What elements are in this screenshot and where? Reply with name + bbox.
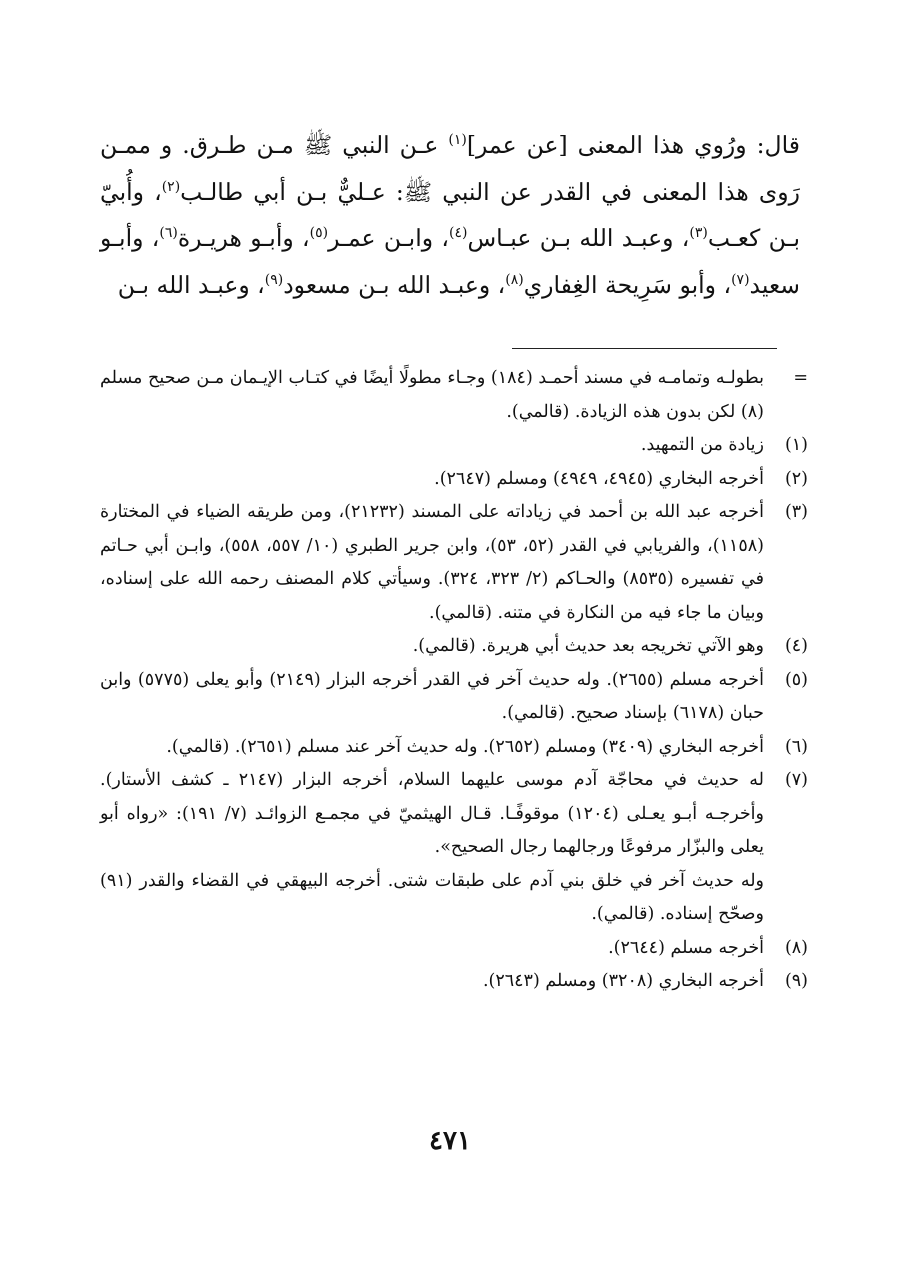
footnote-number: (٢) xyxy=(784,468,808,489)
footnote-7 xyxy=(100,764,808,932)
footnote-text xyxy=(100,764,764,932)
main-segment: ، وأبو سَرِيحة الغِفاري xyxy=(523,270,732,299)
footnote-ref: (٣) xyxy=(689,225,708,242)
main-segment: قال: ورُوي هذا المعنى [عن عمر] xyxy=(466,131,800,159)
main-text xyxy=(100,122,800,308)
main-segment: ، وعبـد الله بـن عبـاس xyxy=(467,224,690,252)
footnote-number: (٦) xyxy=(784,736,808,757)
footnote-ref: (٩) xyxy=(264,271,284,288)
main-segment: ، وأُبيّ بـن كعـب xyxy=(100,177,800,252)
footnote-text: وهو الآتي تخريجه بعد حديث أبي هريرة. (قالمي). xyxy=(412,636,764,656)
footnote-ref: (٥) xyxy=(309,225,329,242)
footnote-number: (٨) xyxy=(784,937,808,958)
main-segment: ، وأبـو سعيد xyxy=(100,224,800,299)
footnote-ref: (٦) xyxy=(159,225,178,242)
main-segment: ، وأبـو هريـرة xyxy=(177,224,310,252)
footnote-text: أخرجه البخاري (٣٤٠٩) ومسلم (٢٦٥٢). وله حديث آخر عند مسلم (٢٦٥١). (قالمي). xyxy=(166,736,764,757)
footnote-ref: (٤) xyxy=(449,225,468,242)
main-segment: ، وعبـد الله بـن xyxy=(117,270,265,299)
footnote-4 xyxy=(100,630,808,664)
footnote-ref: (١) xyxy=(448,132,467,149)
footnote-ref: (٨) xyxy=(505,271,524,288)
footnote-number: = xyxy=(793,368,808,388)
main-segment: عـن النبي ﷺ مـن طـرق. و ممـن رَوى هذا المعنى في القدر عن النبي ﷺ: عـليٌّ بـن أبي طالـب xyxy=(100,131,800,206)
footnote-ref: (٧) xyxy=(731,271,750,288)
footnote-number: (٩) xyxy=(784,971,808,991)
footnote-text: أخرجه مسلم (٢٦٤٤). xyxy=(608,937,764,958)
footnote-number: (٧) xyxy=(784,770,808,790)
footnote-text: أخرجه عبد الله بن أحمد في زياداته على المسند (٢١٢٣٢)، ومن طريقه الضياء في المختارة (١١٥٨)، والفريابي في القدر (٥٢، ٥٣)، وابن جرير الطبري (١٠/ ٥٥٧، ٥٥٨)، وابـن أبي حـاتم في تفسيره (٨٥٣٥) والحـاكم (٢/ ٣٢٣، ٣٢٤). وسيأتي كلام المصنف رحمه الله على إسناده، وبيان ما جاء فيه من النكارة في متنه. (قالمي). xyxy=(100,502,764,623)
footnote-text-part: له حديث في محاجّة آدم موسى عليهما السلام، أخرجه البزار (٢١٤٧ ـ كشف الأستار). وأخرجـه أبـو يعـلى (١٢٠٤) موقوفًـا. قـال الهيثميّ في مجمـع الزوائـد (٧/ ١٩١): «رواه أبو يعلى والبزّار مرفوعًا ورجالهما رجال الصحيح». xyxy=(100,770,764,857)
footnote-text-part: وله حديث آخر في خلق بني آدم على طبقات شتى. أخرجه البيهقي في القضاء والقدر (٩١) وصحّح إسناده. (قالمي). xyxy=(100,870,764,924)
footnote-1 xyxy=(100,429,808,463)
main-segment: ، وعبـد الله بـن مسعود xyxy=(283,270,506,299)
footnote-text: أخرجه مسلم (٢٦٥٥). وله حديث آخر في القدر أخرجه البزار (٢١٤٩) وأبو يعلى (٥٧٧٥) وابن حبان (٦١٧٨) بإسناد صحيح. (قالمي). xyxy=(100,669,764,723)
footnote-text: زيادة من التمهيد. xyxy=(640,435,764,455)
footnote-2 xyxy=(100,463,808,497)
footnote-5 xyxy=(100,664,808,731)
footnote-number: (١) xyxy=(784,435,808,455)
footnote-text: بطولـه وتمامـه في مسند أحمـد (١٨٤) وجـاء مطولًا أيضًا في كتـاب الإيـمان مـن صحيح مسلم (٨) لكن بدون هذه الزيادة. (قالمي). xyxy=(100,368,764,422)
footnote-number: (٥) xyxy=(784,669,808,690)
footnote-divider xyxy=(512,348,777,349)
footnote-6 xyxy=(100,731,808,765)
footnotes xyxy=(100,362,808,999)
footnote-number: (٤) xyxy=(784,636,808,656)
footnote-continuation xyxy=(100,362,808,429)
footnote-ref: (٢) xyxy=(161,178,181,195)
footnote-number: (٣) xyxy=(784,502,808,522)
main-segment: ، وابـن عمـر xyxy=(328,224,450,252)
footnote-text: أخرجه البخاري (٤٩٤٥، ٤٩٤٩) ومسلم (٢٦٤٧). xyxy=(434,468,764,489)
page-number: ٤٧١ xyxy=(429,1126,471,1156)
footnote-9 xyxy=(100,965,808,999)
footnote-8 xyxy=(100,932,808,966)
footnote-text: أخرجه البخاري (٣٢٠٨) ومسلم (٢٦٤٣). xyxy=(482,971,764,991)
footnote-3 xyxy=(100,496,808,630)
